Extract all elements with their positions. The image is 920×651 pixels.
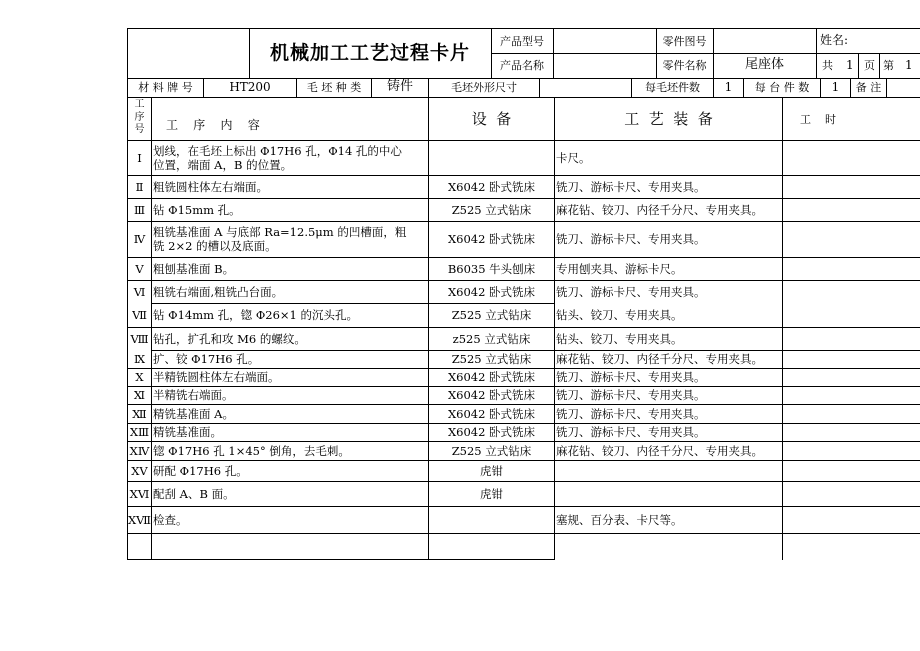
page-no-label: 第 xyxy=(883,59,894,72)
op-tooling: 铣刀、游标卡尺、专用夹具。 xyxy=(556,406,706,421)
op-content: 钻 Φ15mm 孔。 xyxy=(153,202,241,217)
name-label: 姓名: xyxy=(820,33,849,47)
blank-size-label: 毛坯外形尺寸 xyxy=(451,81,517,94)
product-name-label: 产品名称 xyxy=(500,59,544,72)
op-content: 锪 Φ17H6 孔 1×45° 倒角，去毛刺。 xyxy=(153,443,350,458)
op-equipment: X6042 卧式铣床 xyxy=(447,284,536,299)
page-unit-label: 页 xyxy=(864,59,875,72)
part-name-value: 尾座体 xyxy=(744,57,784,72)
op-seq: Ⅹ xyxy=(135,370,144,384)
op-equipment: X6042 卧式铣床 xyxy=(447,370,536,384)
op-seq: Ⅳ xyxy=(133,232,146,246)
per-blank-label: 每毛坯件数 xyxy=(645,81,700,94)
op-equipment: X6042 卧式铣床 xyxy=(447,179,536,194)
op-tooling: 麻花钻、铰刀、内径千分尺、专用夹具。 xyxy=(556,352,763,366)
op-content: 配刮 A、B 面。 xyxy=(153,486,235,501)
op-seq: XⅦ xyxy=(128,512,152,527)
op-seq: Ⅰ xyxy=(137,150,142,165)
op-content: 半精铣右端面。 xyxy=(153,388,234,402)
content-header: 工 序 内 容 xyxy=(166,118,260,132)
op-seq: Ⅻ xyxy=(132,406,147,421)
per-blank-value: 1 xyxy=(724,80,733,94)
op-tooling: 铣刀、游标卡尺、专用夹具。 xyxy=(556,425,706,439)
op-equipment: X6042 卧式铣床 xyxy=(447,406,536,421)
part-name-label: 零件名称 xyxy=(662,59,707,72)
op-seq: Ⅸ xyxy=(133,352,146,366)
op-tooling: 钻头、铰刀、专用夹具。 xyxy=(556,331,683,346)
page-title: 机械加工工艺过程卡片 xyxy=(269,42,470,64)
product-model-label: 产品型号 xyxy=(500,35,544,48)
total-pages-value: 1 xyxy=(846,58,854,72)
op-tooling: 铣刀、游标卡尺、专用夹具。 xyxy=(556,179,706,194)
op-seq: XⅤ xyxy=(131,463,148,478)
op-content: 精铣基准面。 xyxy=(153,425,222,439)
op-equipment: B6035 牛头刨床 xyxy=(447,261,536,276)
op-tooling: 铣刀、游标卡尺、专用夹具。 xyxy=(556,388,706,402)
op-seq: Ⅲ xyxy=(133,202,146,217)
op-seq: XⅢ xyxy=(129,425,150,439)
op-content: 钻 Φ14mm 孔，锪 Φ26×1 的沉头孔。 xyxy=(153,308,359,322)
op-seq: Ⅵ xyxy=(133,284,146,299)
op-seq: Ⅱ xyxy=(135,179,144,194)
equipment-header: 设 备 xyxy=(471,110,512,128)
per-unit-value: 1 xyxy=(831,80,840,94)
op-seq: Ⅷ xyxy=(130,331,149,346)
op-content: 粗刨基准面 B。 xyxy=(153,261,235,276)
blank-type-value: 铸件 xyxy=(386,79,413,94)
remark-label: 备 注 xyxy=(855,81,882,94)
op-tooling: 铣刀、游标卡尺、专用夹具。 xyxy=(556,284,706,299)
blank-type-label: 毛 坯 种 类 xyxy=(306,81,362,94)
op-equipment: X6042 卧式铣床 xyxy=(447,232,536,246)
op-equipment: 虎钳 xyxy=(480,486,503,501)
op-content: 粗铣圆柱体左右端面。 xyxy=(153,179,268,194)
op-seq: Ⅴ xyxy=(135,261,144,276)
op-tooling: 铣刀、游标卡尺、专用夹具。 xyxy=(556,232,706,246)
per-unit-label: 每 台 件 数 xyxy=(754,81,810,94)
op-tooling: 铣刀、游标卡尺、专用夹具。 xyxy=(556,370,706,384)
op-tooling: 麻花钻、铰刀、内径千分尺、专用夹具。 xyxy=(556,202,763,217)
op-tooling: 钻头、铰刀、专用夹具。 xyxy=(556,308,683,322)
material-value: HT200 xyxy=(229,80,271,94)
page-no-value: 1 xyxy=(905,58,913,72)
op-content: 精铣基准面 A。 xyxy=(153,406,234,421)
op-content: 粗铣基准面 A 与底部 Ra=12.5μm 的凹槽面，粗 铣 2×2 的槽以及底面。 xyxy=(153,225,407,253)
op-equipment: X6042 卧式铣床 xyxy=(447,425,536,439)
time-header: 工 时 xyxy=(800,113,836,126)
op-tooling: 麻花钻、铰刀、内径千分尺、专用夹具。 xyxy=(556,443,763,458)
op-equipment: Z525 立式钻床 xyxy=(451,202,532,217)
op-seq: XⅥ xyxy=(129,486,150,501)
op-equipment: X6042 卧式铣床 xyxy=(447,388,536,402)
op-equipment: Z525 立式钻床 xyxy=(451,308,532,322)
op-seq: XⅣ xyxy=(129,443,150,458)
op-equipment: 虎钳 xyxy=(480,463,503,478)
tooling-header: 工 艺 装 备 xyxy=(624,110,713,128)
op-content: 研配 Φ17H6 孔。 xyxy=(153,463,248,478)
total-pages-label: 共 xyxy=(822,59,833,72)
op-seq: Ⅺ xyxy=(133,388,146,402)
op-seq: Ⅶ xyxy=(132,308,147,322)
material-label: 材 料 牌 号 xyxy=(138,81,193,94)
op-tooling: 专用刨夹具、游标卡尺。 xyxy=(556,261,683,276)
op-content: 钻孔，扩孔和攻 M6 的螺纹。 xyxy=(153,331,306,346)
op-content: 检查。 xyxy=(153,512,188,527)
op-content: 半精铣圆柱体左右端面。 xyxy=(153,370,280,384)
op-tooling: 塞规、百分表、卡尺等。 xyxy=(556,512,683,527)
part-drawing-label: 零件图号 xyxy=(662,35,707,48)
op-content: 划线，在毛坯上标出 Φ17H6 孔，Φ14 孔的中心 位置，端面 A，B 的位置。 xyxy=(153,143,402,172)
op-equipment: Z525 立式钻床 xyxy=(451,352,532,366)
op-content: 粗铣右端面,粗铣凸台面。 xyxy=(153,284,284,299)
op-equipment: z525 立式钻床 xyxy=(452,331,531,346)
op-equipment: Z525 立式钻床 xyxy=(451,443,532,458)
op-tooling: 卡尺。 xyxy=(556,150,591,165)
seq-header: 工 序 号 xyxy=(134,99,145,135)
op-content: 扩、铰 Φ17H6 孔。 xyxy=(153,352,260,366)
